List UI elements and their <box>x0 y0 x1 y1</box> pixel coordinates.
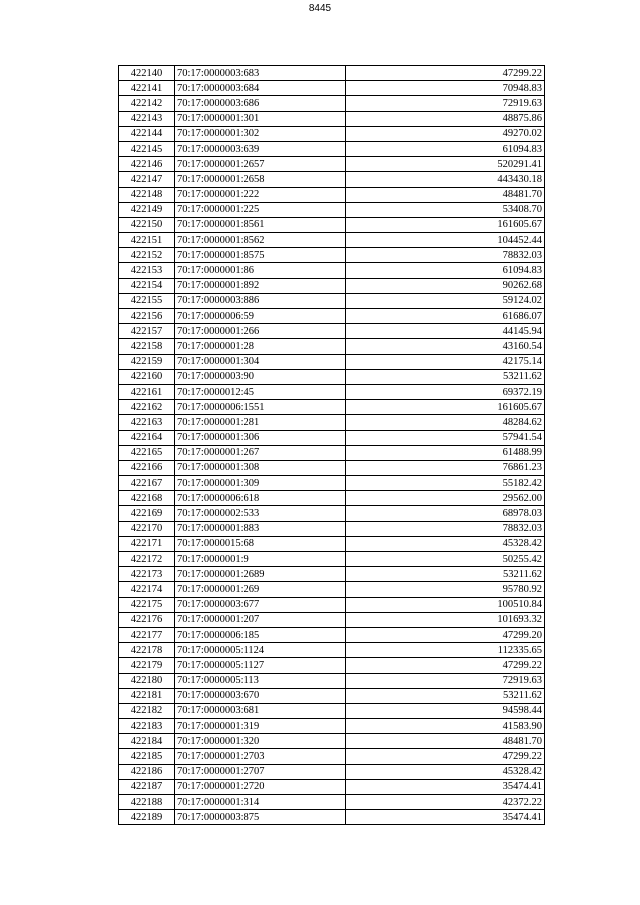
cadastral-number: 70:17:0000001:28 <box>175 339 346 354</box>
table-row <box>119 96 545 111</box>
cadastral-number: 70:17:0000001:267 <box>175 445 346 460</box>
cadastral-number: 70:17:0000003:681 <box>175 703 346 718</box>
cadastral-value: 45328.42 <box>346 764 545 779</box>
cadastral-number: 70:17:0000003:875 <box>175 810 346 825</box>
table-row <box>119 339 545 354</box>
row-number: 422178 <box>119 643 175 658</box>
cadastral-number: 70:17:0000001:222 <box>175 187 346 202</box>
cadastral-value: 61488.99 <box>346 445 545 460</box>
cadastral-value: 53408.70 <box>346 202 545 217</box>
cadastral-value: 48875.86 <box>346 111 545 126</box>
cadastral-value: 161605.67 <box>346 400 545 415</box>
row-number: 422153 <box>119 263 175 278</box>
row-number: 422166 <box>119 460 175 475</box>
table-row <box>119 400 545 415</box>
cadastral-value: 47299.20 <box>346 627 545 642</box>
row-number: 422159 <box>119 354 175 369</box>
row-number: 422184 <box>119 734 175 749</box>
row-number: 422148 <box>119 187 175 202</box>
row-number: 422163 <box>119 415 175 430</box>
table-row <box>119 430 545 445</box>
cadastral-number: 70:17:0000005:1127 <box>175 658 346 673</box>
cadastral-value: 47299.22 <box>346 658 545 673</box>
row-number: 422168 <box>119 491 175 506</box>
table-row <box>119 795 545 810</box>
row-number: 422162 <box>119 400 175 415</box>
cadastral-number: 70:17:0000002:533 <box>175 506 346 521</box>
table-row <box>119 369 545 384</box>
row-number: 422179 <box>119 658 175 673</box>
row-number: 422143 <box>119 111 175 126</box>
table-row <box>119 779 545 794</box>
cadastral-value: 45328.42 <box>346 536 545 551</box>
cadastral-value-table <box>118 65 545 825</box>
cadastral-value: 70948.83 <box>346 81 545 96</box>
row-number: 422157 <box>119 324 175 339</box>
cadastral-value: 50255.42 <box>346 552 545 567</box>
cadastral-value: 48284.62 <box>346 415 545 430</box>
table-row <box>119 810 545 825</box>
cadastral-number: 70:17:0000001:2720 <box>175 779 346 794</box>
table-body <box>119 66 545 825</box>
cadastral-value: 112335.65 <box>346 643 545 658</box>
row-number: 422177 <box>119 627 175 642</box>
cadastral-number: 70:17:0000001:309 <box>175 476 346 491</box>
cadastral-value: 53211.62 <box>346 567 545 582</box>
cadastral-number: 70:17:0000003:90 <box>175 369 346 384</box>
row-number: 422151 <box>119 233 175 248</box>
row-number: 422183 <box>119 719 175 734</box>
table-row <box>119 233 545 248</box>
table-row <box>119 491 545 506</box>
cadastral-value: 35474.41 <box>346 810 545 825</box>
table-row <box>119 536 545 551</box>
table-row <box>119 460 545 475</box>
cadastral-number: 70:17:0000003:670 <box>175 688 346 703</box>
cadastral-number: 70:17:0000015:68 <box>175 536 346 551</box>
cadastral-number: 70:17:0000003:639 <box>175 141 346 156</box>
cadastral-value: 78832.03 <box>346 248 545 263</box>
cadastral-number: 70:17:0000005:1124 <box>175 643 346 658</box>
row-number: 422173 <box>119 567 175 582</box>
table-row <box>119 263 545 278</box>
cadastral-number: 70:17:0000003:686 <box>175 96 346 111</box>
cadastral-number: 70:17:0000001:8562 <box>175 233 346 248</box>
table-row <box>119 627 545 642</box>
cadastral-number: 70:17:0000001:320 <box>175 734 346 749</box>
cadastral-number: 70:17:0000001:86 <box>175 263 346 278</box>
row-number: 422189 <box>119 810 175 825</box>
row-number: 422145 <box>119 141 175 156</box>
table-row <box>119 157 545 172</box>
cadastral-number: 70:17:0000001:281 <box>175 415 346 430</box>
row-number: 422176 <box>119 612 175 627</box>
cadastral-value: 443430.18 <box>346 172 545 187</box>
cadastral-number: 70:17:0000005:113 <box>175 673 346 688</box>
cadastral-value: 57941.54 <box>346 430 545 445</box>
cadastral-value: 101693.32 <box>346 612 545 627</box>
table-row <box>119 734 545 749</box>
cadastral-number: 70:17:0000006:185 <box>175 627 346 642</box>
cadastral-number: 70:17:0000001:2657 <box>175 157 346 172</box>
cadastral-number: 70:17:0000001:892 <box>175 278 346 293</box>
page-number: 8445 <box>308 3 332 14</box>
row-number: 422167 <box>119 476 175 491</box>
table-row <box>119 66 545 81</box>
row-number: 422180 <box>119 673 175 688</box>
table-row <box>119 217 545 232</box>
cadastral-value: 94598.44 <box>346 703 545 718</box>
table-row <box>119 111 545 126</box>
table-row <box>119 309 545 324</box>
cadastral-value: 47299.22 <box>346 749 545 764</box>
row-number: 422141 <box>119 81 175 96</box>
cadastral-value: 49270.02 <box>346 126 545 141</box>
cadastral-value: 47299.22 <box>346 66 545 81</box>
row-number: 422165 <box>119 445 175 460</box>
cadastral-value: 61686.07 <box>346 309 545 324</box>
cadastral-number: 70:17:0000003:886 <box>175 293 346 308</box>
cadastral-number: 70:17:0000001:207 <box>175 612 346 627</box>
cadastral-value: 78832.03 <box>346 521 545 536</box>
row-number: 422169 <box>119 506 175 521</box>
row-number: 422154 <box>119 278 175 293</box>
cadastral-value: 61094.83 <box>346 141 545 156</box>
row-number: 422144 <box>119 126 175 141</box>
cadastral-number: 70:17:0000001:2707 <box>175 764 346 779</box>
cadastral-number: 70:17:0000001:225 <box>175 202 346 217</box>
table-row <box>119 703 545 718</box>
table-row <box>119 597 545 612</box>
cadastral-value: 35474.41 <box>346 779 545 794</box>
cadastral-value: 100510.84 <box>346 597 545 612</box>
cadastral-value: 90262.68 <box>346 278 545 293</box>
table-row <box>119 643 545 658</box>
cadastral-number: 70:17:0000001:266 <box>175 324 346 339</box>
table-row <box>119 506 545 521</box>
cadastral-value: 55182.42 <box>346 476 545 491</box>
cadastral-number: 70:17:0000003:683 <box>175 66 346 81</box>
table-row <box>119 384 545 399</box>
cadastral-number: 70:17:0000003:684 <box>175 81 346 96</box>
cadastral-number: 70:17:0000003:677 <box>175 597 346 612</box>
cadastral-number: 70:17:0000001:2703 <box>175 749 346 764</box>
cadastral-number: 70:17:0000001:302 <box>175 126 346 141</box>
cadastral-value: 72919.63 <box>346 673 545 688</box>
table-row <box>119 673 545 688</box>
cadastral-value: 29562.00 <box>346 491 545 506</box>
cadastral-number: 70:17:0000001:2689 <box>175 567 346 582</box>
cadastral-number: 70:17:0000001:8561 <box>175 217 346 232</box>
cadastral-value: 72919.63 <box>346 96 545 111</box>
cadastral-number: 70:17:0000001:9 <box>175 552 346 567</box>
table-row <box>119 552 545 567</box>
table-row <box>119 278 545 293</box>
cadastral-value: 59124.02 <box>346 293 545 308</box>
cadastral-value: 161605.67 <box>346 217 545 232</box>
cadastral-value: 69372.19 <box>346 384 545 399</box>
row-number: 422182 <box>119 703 175 718</box>
row-number: 422140 <box>119 66 175 81</box>
table-row <box>119 445 545 460</box>
cadastral-value: 95780.92 <box>346 582 545 597</box>
table-row <box>119 141 545 156</box>
table-row <box>119 248 545 263</box>
row-number: 422186 <box>119 764 175 779</box>
cadastral-number: 70:17:0000001:306 <box>175 430 346 445</box>
cadastral-value: 53211.62 <box>346 369 545 384</box>
table-row <box>119 126 545 141</box>
cadastral-value: 44145.94 <box>346 324 545 339</box>
table-row <box>119 764 545 779</box>
table-row <box>119 688 545 703</box>
row-number: 422185 <box>119 749 175 764</box>
row-number: 422164 <box>119 430 175 445</box>
cadastral-value: 104452.44 <box>346 233 545 248</box>
cadastral-number: 70:17:0000006:618 <box>175 491 346 506</box>
cadastral-number: 70:17:0000001:883 <box>175 521 346 536</box>
cadastral-value: 53211.62 <box>346 688 545 703</box>
table-row <box>119 749 545 764</box>
row-number: 422181 <box>119 688 175 703</box>
row-number: 422158 <box>119 339 175 354</box>
table-row <box>119 293 545 308</box>
cadastral-number: 70:17:0000001:304 <box>175 354 346 369</box>
cadastral-value: 43160.54 <box>346 339 545 354</box>
row-number: 422170 <box>119 521 175 536</box>
cadastral-number: 70:17:0000001:269 <box>175 582 346 597</box>
row-number: 422188 <box>119 795 175 810</box>
cadastral-value: 76861.23 <box>346 460 545 475</box>
cadastral-number: 70:17:0000006:59 <box>175 309 346 324</box>
table-row <box>119 658 545 673</box>
table-row <box>119 567 545 582</box>
table-row <box>119 719 545 734</box>
table-row <box>119 81 545 96</box>
row-number: 422155 <box>119 293 175 308</box>
row-number: 422161 <box>119 384 175 399</box>
row-number: 422152 <box>119 248 175 263</box>
cadastral-number: 70:17:0000001:301 <box>175 111 346 126</box>
table-row <box>119 324 545 339</box>
table-row <box>119 612 545 627</box>
cadastral-number: 70:17:0000001:2658 <box>175 172 346 187</box>
table-row <box>119 354 545 369</box>
table-row <box>119 521 545 536</box>
cadastral-value: 48481.70 <box>346 187 545 202</box>
row-number: 422142 <box>119 96 175 111</box>
row-number: 422175 <box>119 597 175 612</box>
row-number: 422147 <box>119 172 175 187</box>
cadastral-value: 48481.70 <box>346 734 545 749</box>
row-number: 422156 <box>119 309 175 324</box>
cadastral-value: 520291.41 <box>346 157 545 172</box>
table-row <box>119 476 545 491</box>
table-row <box>119 415 545 430</box>
row-number: 422149 <box>119 202 175 217</box>
cadastral-number: 70:17:0000001:308 <box>175 460 346 475</box>
cadastral-number: 70:17:0000001:8575 <box>175 248 346 263</box>
table-row <box>119 172 545 187</box>
cadastral-value: 68978.03 <box>346 506 545 521</box>
row-number: 422187 <box>119 779 175 794</box>
table-row <box>119 187 545 202</box>
row-number: 422174 <box>119 582 175 597</box>
cadastral-number: 70:17:0000001:314 <box>175 795 346 810</box>
cadastral-value: 61094.83 <box>346 263 545 278</box>
cadastral-number: 70:17:0000001:319 <box>175 719 346 734</box>
row-number: 422172 <box>119 552 175 567</box>
cadastral-value: 42175.14 <box>346 354 545 369</box>
row-number: 422160 <box>119 369 175 384</box>
table-row <box>119 202 545 217</box>
cadastral-value: 41583.90 <box>346 719 545 734</box>
cadastral-value: 42372.22 <box>346 795 545 810</box>
table-row <box>119 582 545 597</box>
row-number: 422150 <box>119 217 175 232</box>
cadastral-number: 70:17:0000012:45 <box>175 384 346 399</box>
row-number: 422146 <box>119 157 175 172</box>
row-number: 422171 <box>119 536 175 551</box>
cadastral-number: 70:17:0000006:1551 <box>175 400 346 415</box>
